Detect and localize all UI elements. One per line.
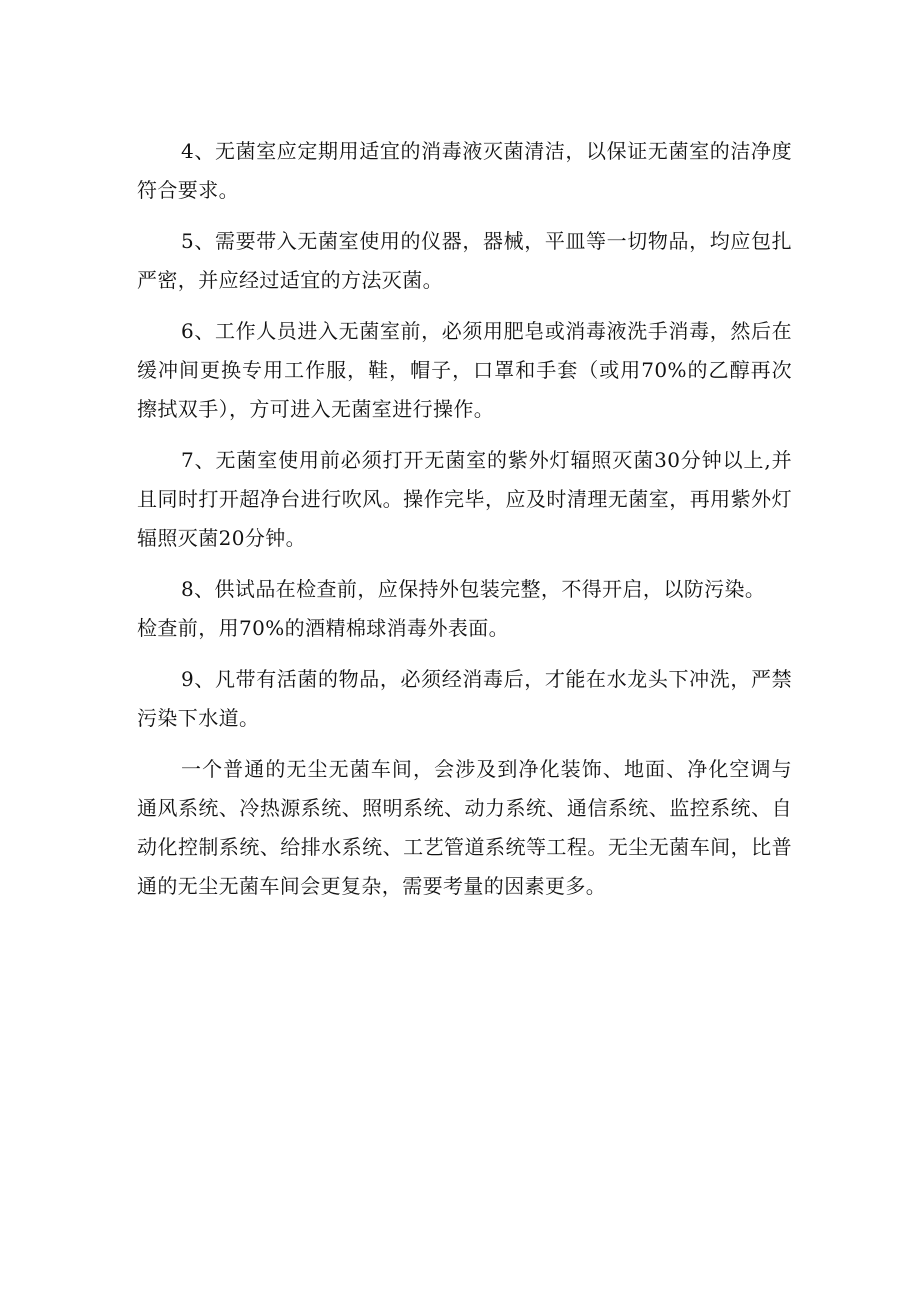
paragraph-rule-6: 6、工作人员进入无菌室前，必须用肥皂或消毒液洗手消毒，然后在缓冲间更换专用工作服，鞋，帽子，口罩和手套（或用70%的乙醇再次擦拭双手），方可进入无菌室进行操作。: [137, 319, 792, 421]
document-body: [137, 132, 792, 918]
paragraph-rule-7: 7、无菌室使用前必须打开无菌室的紫外灯辐照灭菌30分钟以上,并且同时打开超净台进行吹风。操作完毕，应及时清理无菌室，再用紫外灯辐照灭菌20分钟。: [137, 448, 792, 550]
paragraph-rule-8: 8、供试品在检查前，应保持外包装完整，不得开启，以防污染。: [181, 577, 766, 601]
paragraph-rule-5: 5、需要带入无菌室使用的仪器，器械，平皿等一切物品，均应包扎严密，并应经过适宜的方法灭菌。: [137, 229, 792, 292]
paragraph-rule-4: 4、无菌室应定期用适宜的消毒液灭菌清洁，以保证无菌室的洁净度符合要求。: [137, 139, 792, 202]
paragraph-rule-8-continuation: 检查前，用70%的酒精棉球消毒外表面。: [137, 616, 510, 640]
paragraph-rule-9: 9、凡带有活菌的物品，必须经消毒后，才能在水龙头下冲洗，严禁污染下水道。: [137, 667, 792, 730]
paragraph-workshop-summary: 一个普通的无尘无菌车间，会涉及到净化装饰、地面、净化空调与通风系统、冷热源系统、照明系统、动力系统、通信系统、监控系统、自动化控制系统、给排水系统、工艺管道系统等工程。无尘无菌车间，比普通的无尘无菌车间会更复杂，需要考量的因素更多。: [137, 757, 792, 898]
